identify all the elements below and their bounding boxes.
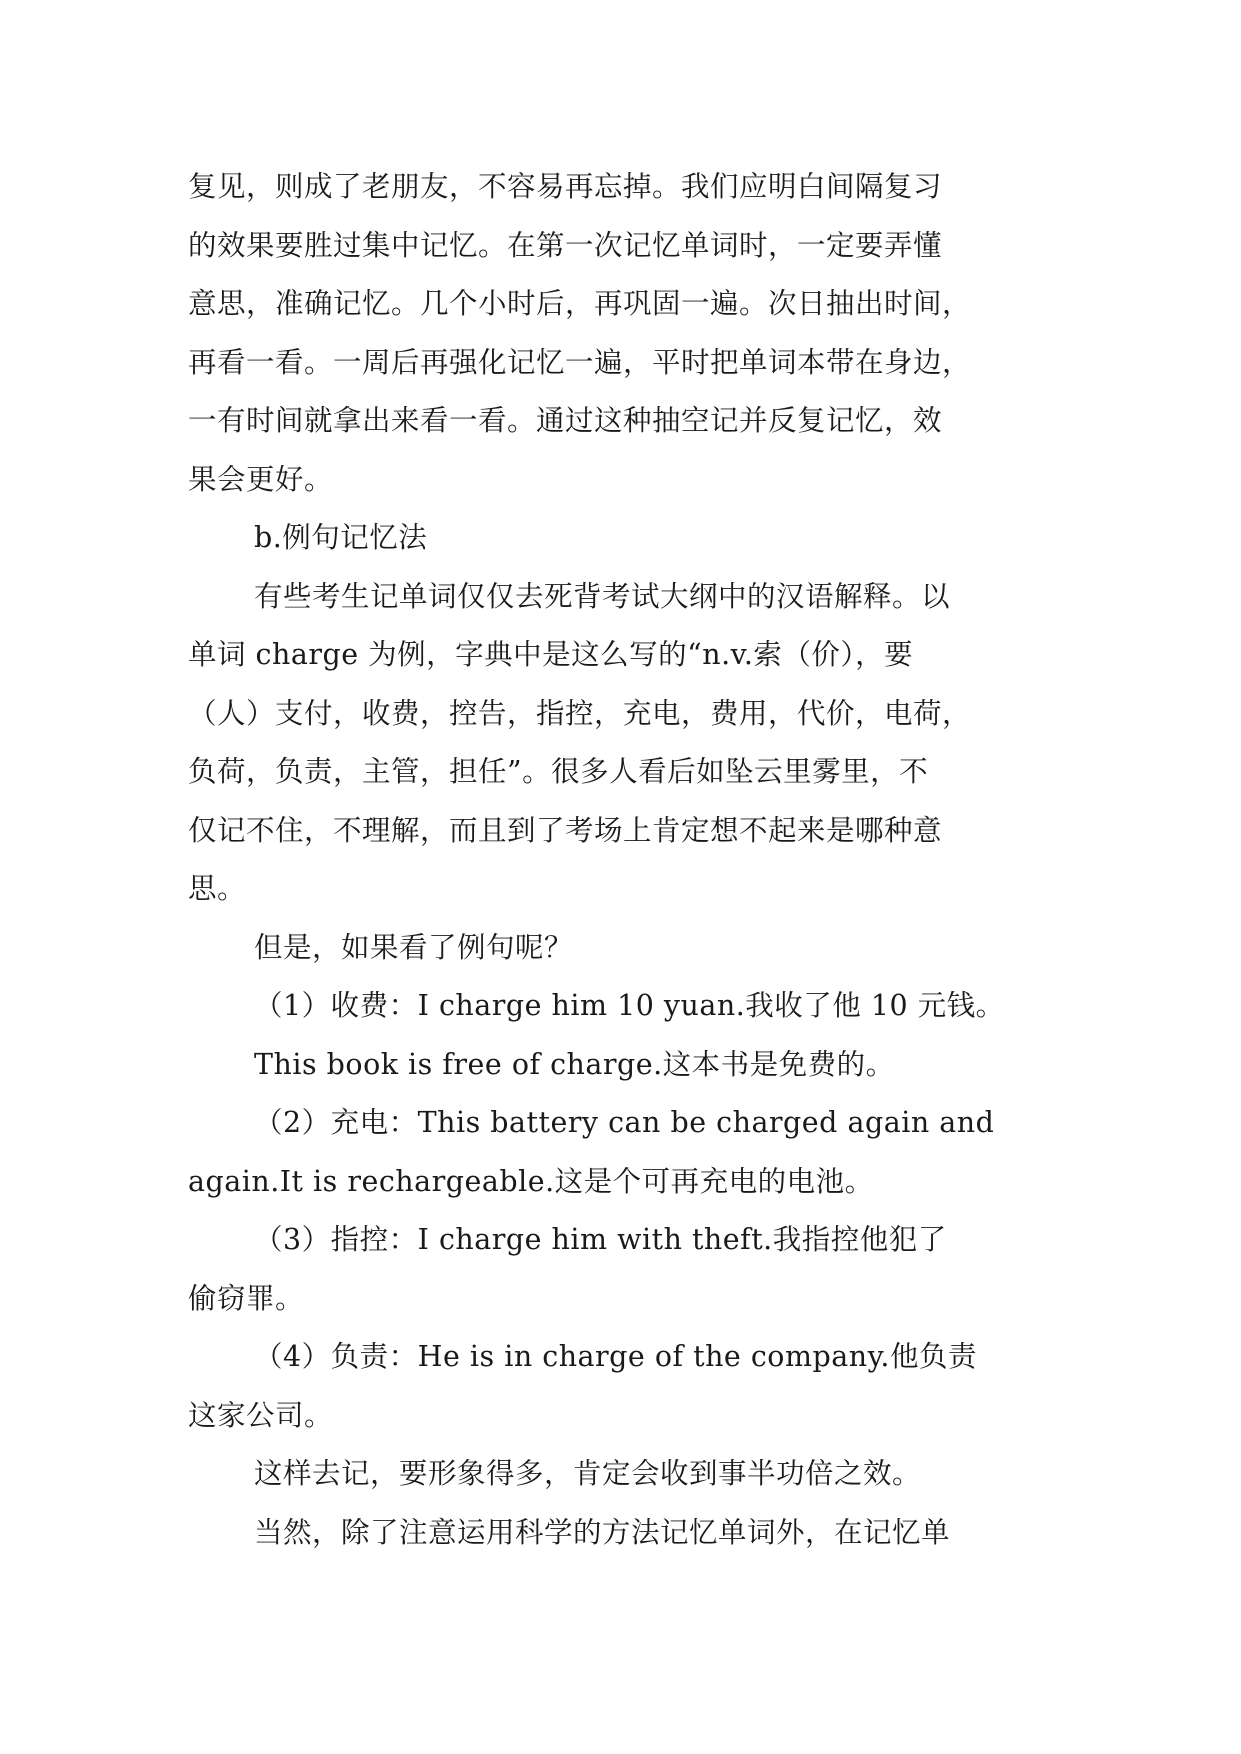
- text-line: 的效果要胜过集中记忆。在第一次记忆单词时，一定要弄懂: [188, 228, 943, 262]
- text-line: 这样去记，要形象得多，肯定会收到事半功倍之效。: [254, 1457, 922, 1490]
- text-line: 有些考生记单词仅仅去死背考试大纲中的汉语解释。以: [254, 579, 951, 613]
- text-line: 仅记不住，不理解，而且到了考场上肯定想不起来是哪种意: [188, 813, 943, 847]
- text-line: 再看一看。一周后再强化记忆一遍，平时把单词本带在身边，: [188, 345, 972, 379]
- paragraph-charge-definition: [188, 568, 1058, 919]
- text-line: 单词 charge 为例，字典中是这么写的“n.v.索（价），要: [188, 638, 914, 671]
- heading-text: b.例句记忆法: [254, 521, 428, 554]
- document-body: [188, 158, 1058, 1562]
- text-line: This book is free of charge.这本书是免费的。: [254, 1047, 895, 1081]
- example-1-extra: [188, 1036, 1058, 1095]
- example-3: [188, 1211, 1058, 1328]
- text-line: 思。: [188, 872, 247, 905]
- text-line: （2）充电：This battery can be charged again and: [254, 1106, 995, 1139]
- text-line: 这家公司。: [188, 1398, 334, 1432]
- paragraph-spaced-repetition-continued: [188, 158, 1058, 509]
- section-heading: [188, 509, 1058, 568]
- text-line: 果会更好。: [188, 462, 334, 496]
- text-line: 复见，则成了老朋友，不容易再忘掉。我们应明白间隔复习: [188, 170, 943, 203]
- text-line: （人）支付，收费，控告，指控，充电，费用，代价，电荷，: [188, 696, 972, 730]
- text-line: （1）收费：I charge him 10 yuan.我收了他 10 元钱。: [254, 989, 1005, 1022]
- text-line: 当然，除了注意运用科学的方法记忆单词外，在记忆单: [254, 1515, 951, 1549]
- text-line: 负荷，负责，主管，担任”。很多人看后如坠云里雾里，不: [188, 755, 929, 788]
- example-1: [188, 977, 1058, 1036]
- text-line: again.It is rechargeable.这是个可再充电的电池。: [188, 1164, 874, 1198]
- text-line: 一有时间就拿出来看一看。通过这种抽空记并反复记忆，效: [188, 404, 943, 437]
- text-line: 偷窃罪。: [188, 1281, 305, 1315]
- paragraph-question: [188, 919, 1058, 978]
- text-line: （3）指控：I charge him with theft.我指控他犯了: [254, 1223, 947, 1256]
- text-line: 意思，准确记忆。几个小时后，再巩固一遍。次日抽出时间，: [188, 287, 972, 320]
- example-2: [188, 1094, 1058, 1211]
- text-line: 但是，如果看了例句呢？: [254, 930, 574, 964]
- paragraph-final: [188, 1504, 1058, 1563]
- paragraph-conclusion: [188, 1445, 1058, 1504]
- example-4: [188, 1328, 1058, 1445]
- text-line: （4）负责：He is in charge of the company.他负责: [254, 1340, 977, 1373]
